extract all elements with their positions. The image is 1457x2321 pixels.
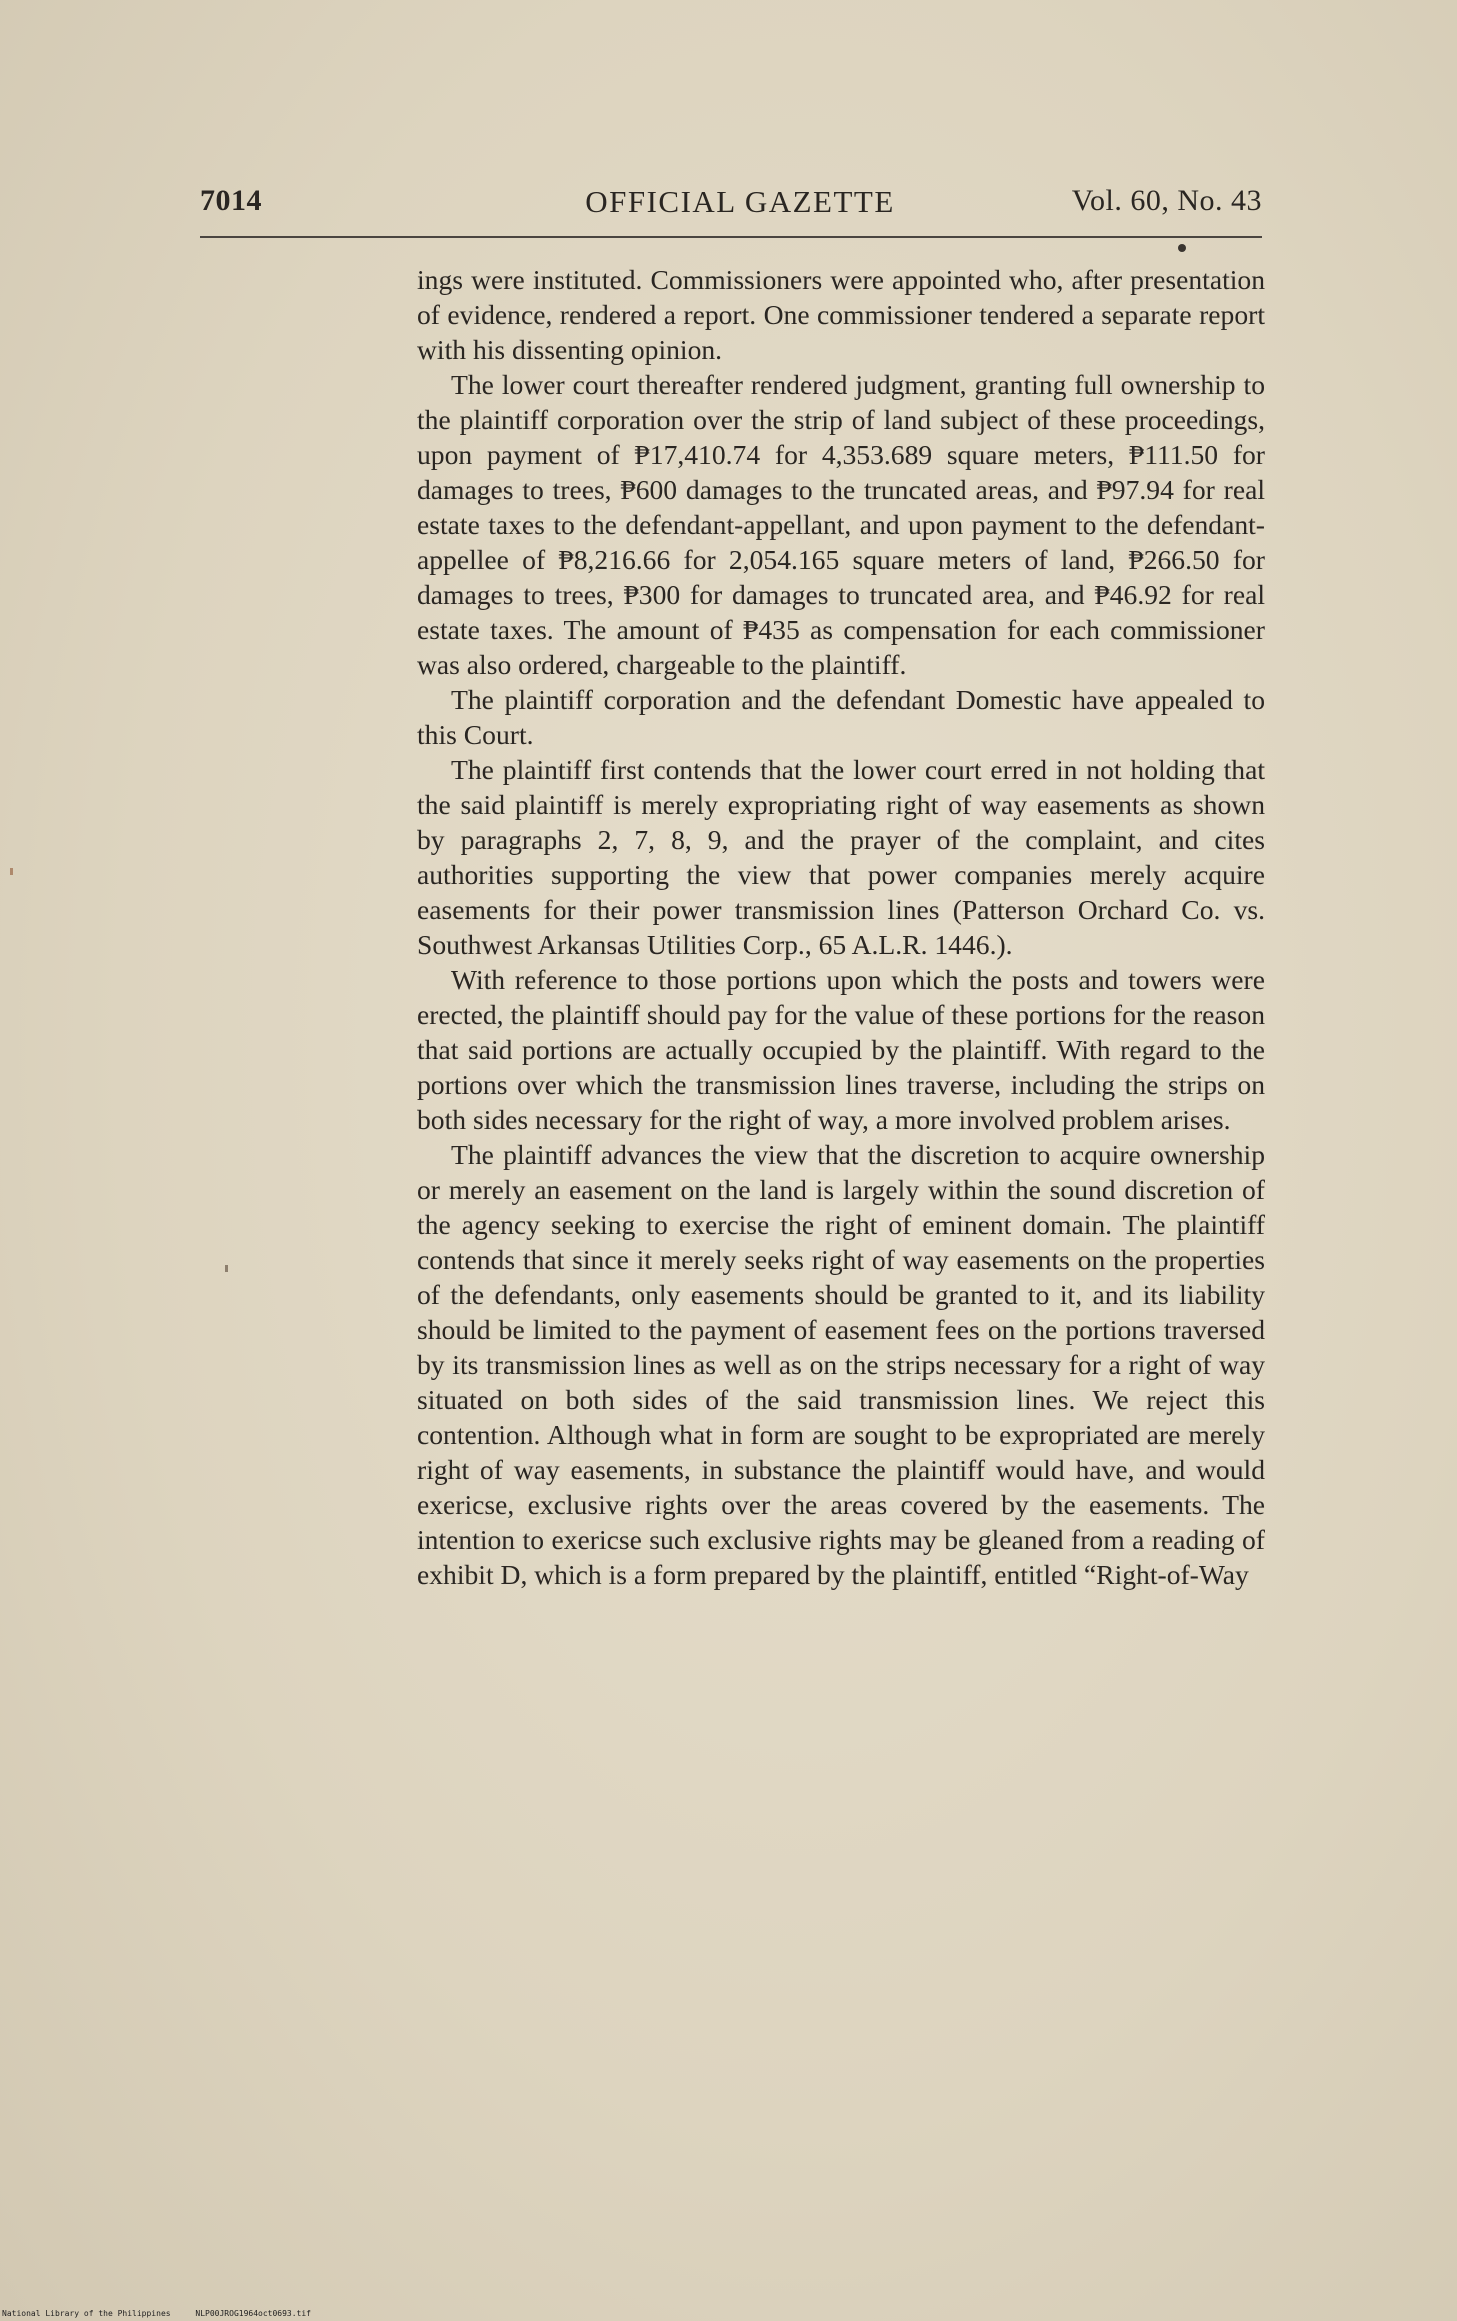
running-title: OFFICIAL GAZETTE xyxy=(585,184,895,219)
body-text xyxy=(417,262,1265,1592)
paragraph: The lower court thereafter rendered judgment, granting full ownership to the plaintiff corporation over the strip of land subject of these proceedings, upon payment of ₱17,410.74 for 4,353.689 square meters, ₱111.50 for damages to trees, ₱600 damages to the truncated areas, and ₱97.94 for real estate taxes to the defendant-appellant, and upon payment to the defendant-appellee of ₱8,216.66 for 2,054.165 square meters of land, ₱266.50 for damages to trees, ₱300 for damages to truncated area, and ₱46.92 for real estate taxes. The amount of ₱435 as compensation for each commissioner was also ordered, chargeable to the plaintiff. xyxy=(417,369,1265,680)
volume-number: Vol. 60, No. 43 xyxy=(1071,184,1262,217)
paragraph: The plaintiff first contends that the lower court erred in not holding that the said plaintiff is merely expropriating right of way easements as shown by paragraphs 2, 7, 8, 9, and the prayer of the complaint, and cites authorities supporting the view that power companies merely acquire easements for their power transmission lines (Patterson Orchard Co. vs. Southwest Arkansas Utilities Corp., 65 A.L.R. 1446.). xyxy=(417,754,1265,960)
paragraph: With reference to those portions upon which the posts and towers were erected, the plaintiff should pay for the value of these portions for the reason that said portions are actually occupied by the plaintiff. With regard to the portions over which the transmission lines traverse, including the strips on both sides necessary for the right of way, a more involved problem arises. xyxy=(417,964,1265,1135)
page-number: 7014 xyxy=(200,184,262,217)
stray-mark xyxy=(10,868,13,875)
stray-mark xyxy=(225,1265,228,1272)
scan-footer xyxy=(2,2309,331,2318)
footer-filename: NLP00JROG1964oct0693.tif xyxy=(195,2309,311,2318)
paragraph: ings were instituted. Commissioners were appointed who, after presentation of evidence, rendered a report. One commissioner tendered a separate report with his dissenting opinion. xyxy=(417,264,1265,365)
paragraph: The plaintiff advances the view that the discretion to acquire ownership or merely an easement on the land is largely within the sound discretion of the agency seeking to exercise the right of eminent domain. The plaintiff contends that since it merely seeks right of way easements on the properties of the defendants, only easements should be granted to it, and its liability should be limited to the payment of easement fees on the portions traversed by its transmission lines as well as on the strips necessary for a right of way situated on both sides of the said transmission lines. We reject this contention. Although what in form are sought to be expropriated are merely right of way easements, in substance the plaintiff would have, and would exericse, exclusive rights over the areas covered by the easements. The intention to exericse such exclusive rights may be gleaned from a reading of exhibit D, which is a form prepared by the plaintiff, entitled “Right-of-Way xyxy=(417,1139,1265,1590)
footer-library: National Library of the Philippines xyxy=(2,2309,171,2318)
page-header xyxy=(200,184,1262,234)
header-rule xyxy=(200,236,1262,238)
ink-dot xyxy=(1178,244,1186,252)
paragraph: The plaintiff corporation and the defendant Domestic have appealed to this Court. xyxy=(417,684,1265,750)
